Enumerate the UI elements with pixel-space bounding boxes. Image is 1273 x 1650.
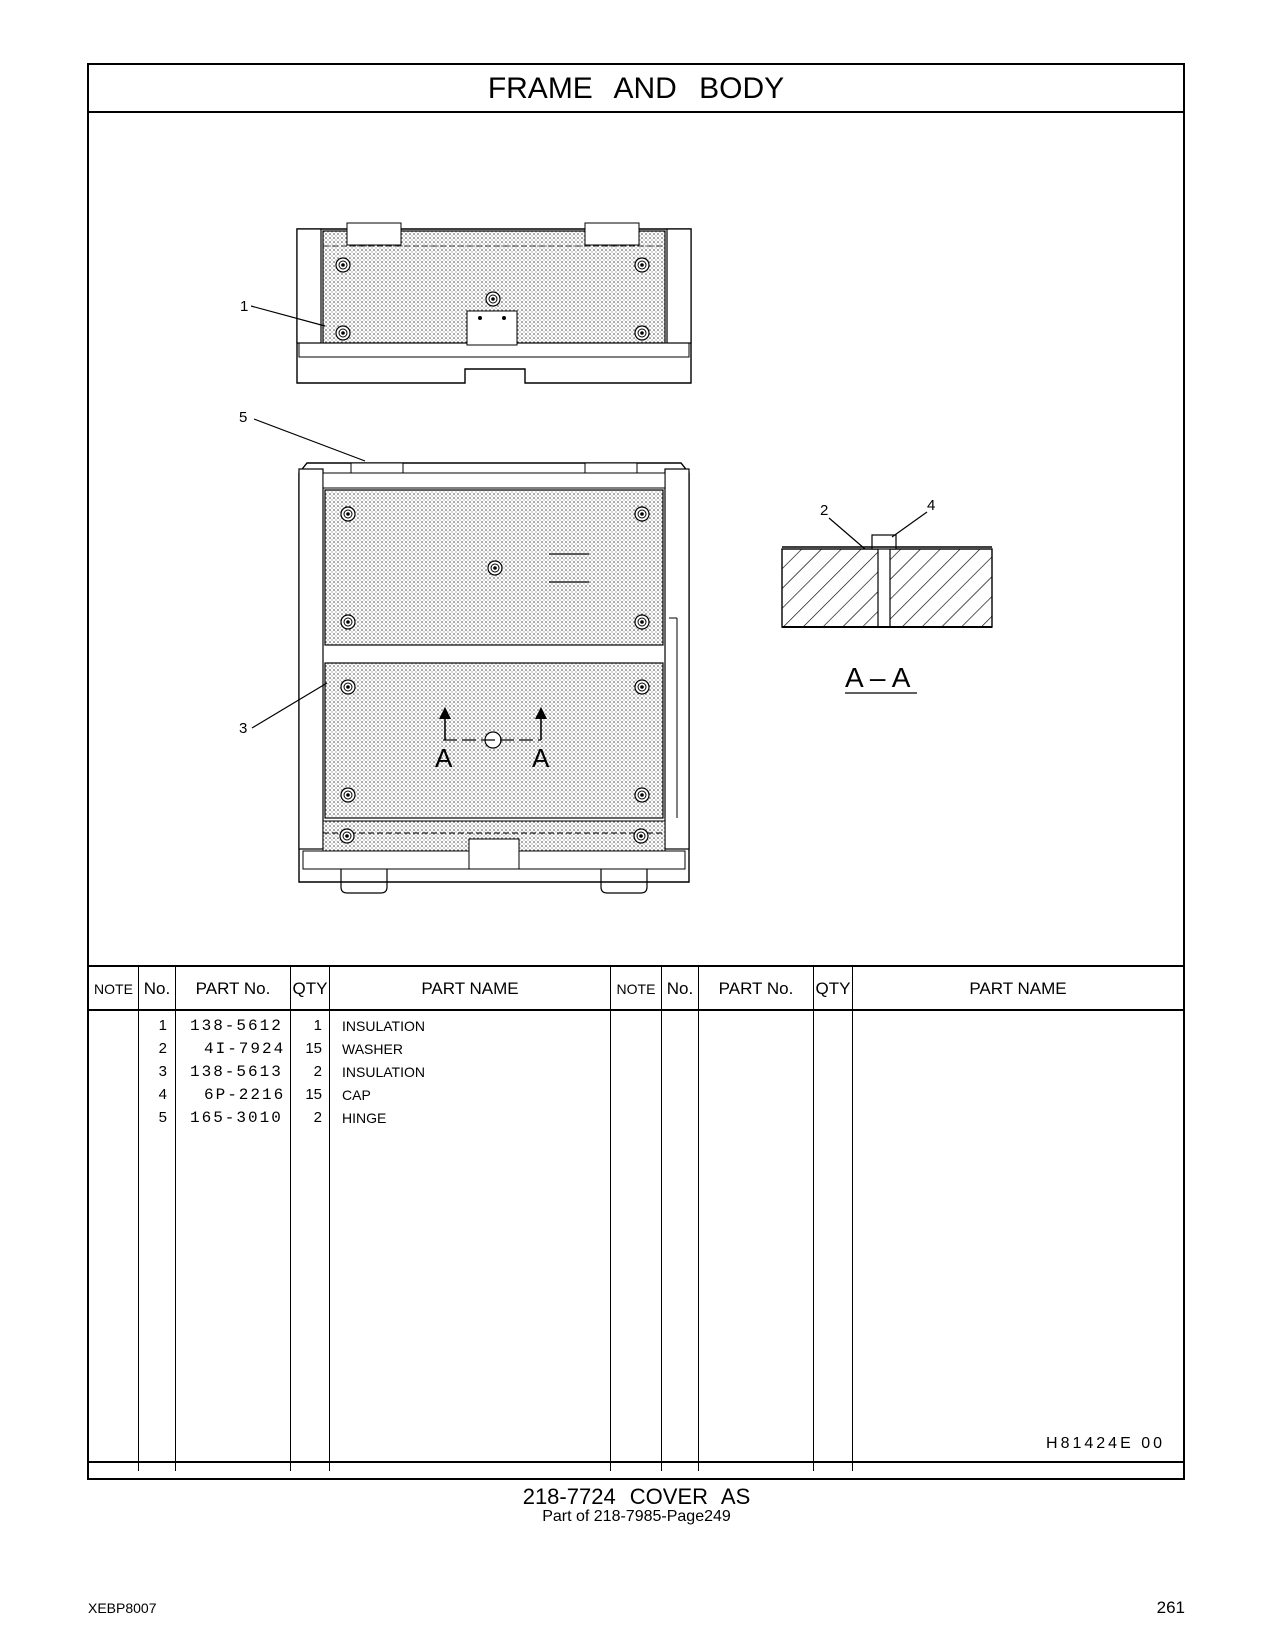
header-part-no: PART No.: [195, 979, 271, 998]
table-row: 4 6P-2216 15 CAP: [158, 1086, 371, 1104]
table-row: 5 165-3010 2 HINGE: [158, 1109, 387, 1127]
parts-frame: [87, 63, 1185, 1480]
table-row: 2 4I-7924 15 WASHER: [158, 1040, 403, 1058]
callout-3: 3: [239, 720, 248, 737]
page-number: 261: [1156, 1598, 1185, 1617]
callout-5: 5: [239, 409, 248, 426]
table-row: 3 138-5613 2 INSULATION: [158, 1063, 425, 1081]
exploded-drawing: [89, 113, 1183, 965]
section-marker-right: A: [532, 743, 550, 773]
page-title: FRAME AND BODY: [89, 65, 1183, 113]
header-note: NOTE: [94, 981, 133, 997]
top-view: [251, 223, 691, 383]
document-code: XEBP8007: [88, 1600, 157, 1616]
drawing-reference: H81424E 00: [1046, 1435, 1165, 1452]
assembly-subtitle: Part of 218-7985-Page249: [542, 1508, 731, 1525]
table-bottom-rule: [89, 1461, 1183, 1463]
header-no-2: No.: [666, 979, 694, 998]
header-part-name-2: PART NAME: [969, 979, 1067, 998]
header-qty-2: QTY: [815, 979, 851, 998]
callout-1: 1: [240, 298, 249, 315]
callout-4: 4: [927, 497, 936, 514]
header-qty: QTY: [292, 979, 328, 998]
callout-2: 2: [820, 502, 829, 519]
assembly-title: 218-7724 COVER AS: [522, 1484, 751, 1509]
header-no: No.: [143, 979, 171, 998]
section-label: A – A: [845, 662, 911, 693]
section-marker-left: A: [435, 743, 453, 773]
table-header: [89, 965, 1183, 1011]
parts-table: [89, 965, 1183, 1461]
front-view: [252, 419, 689, 893]
cover-assembly-illustration: [89, 113, 1183, 965]
header-note-2: NOTE: [616, 981, 656, 997]
header-part-no-2: PART No.: [718, 979, 794, 998]
header-part-name: PART NAME: [421, 979, 519, 998]
table-row: 1 138-5612 1 INSULATION: [158, 1017, 425, 1035]
